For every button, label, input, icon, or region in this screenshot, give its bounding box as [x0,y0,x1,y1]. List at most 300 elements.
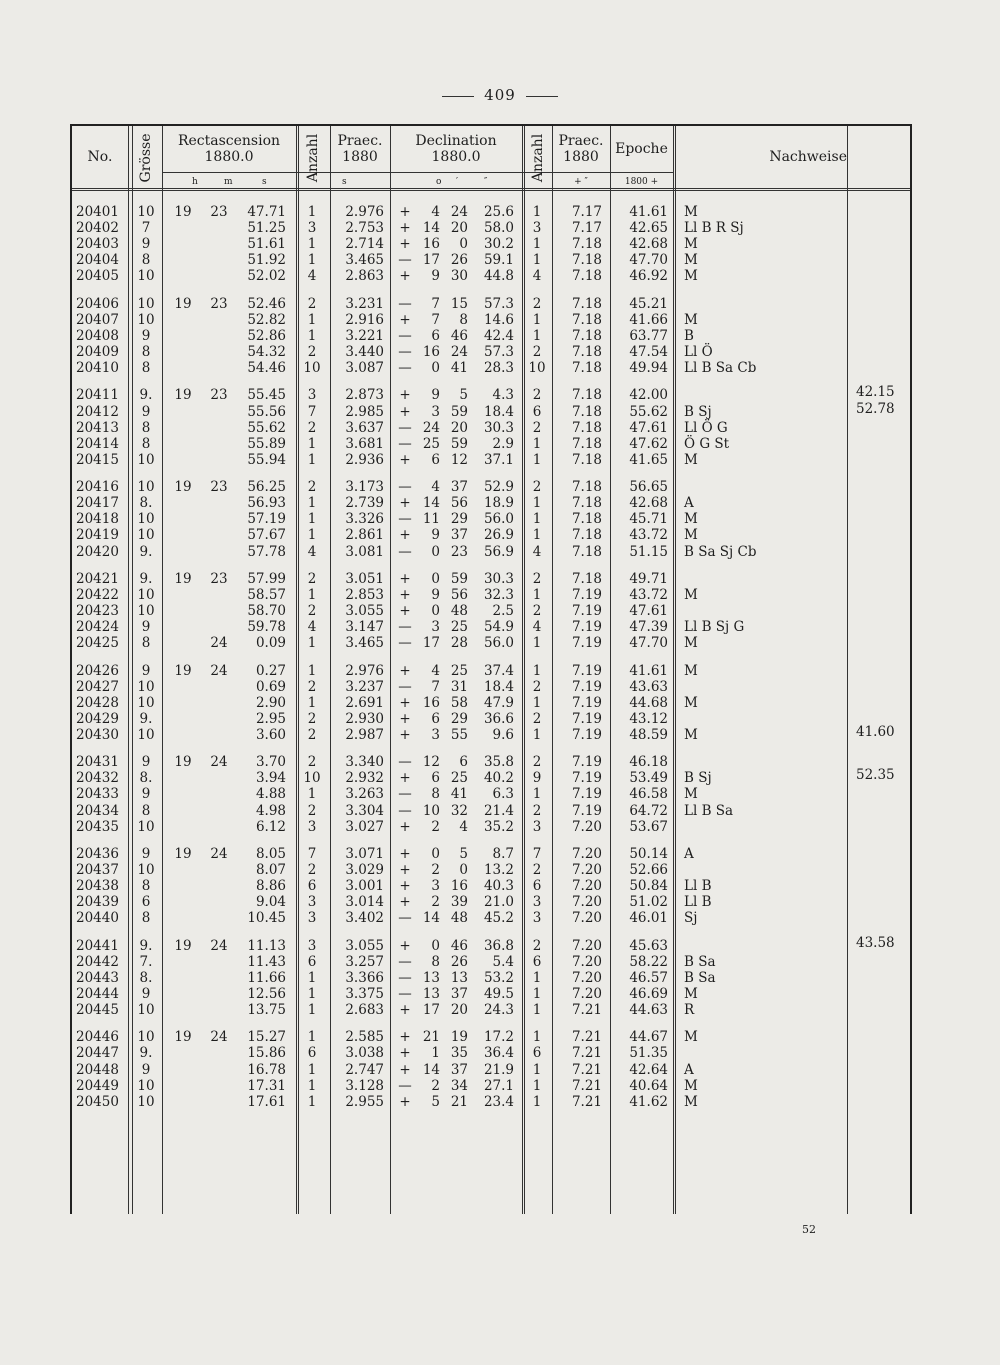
cell-anzahl: 2 [307,754,317,771]
cell-decl-min: 37 [450,985,468,1002]
cell-epoche: 45.63 [629,937,668,954]
cell-praec: 2.861 [345,527,384,544]
cell-anzahl: 1 [307,527,317,544]
cell-epoche: 49.71 [629,570,668,587]
cell-praec2: 7.17 [571,220,602,237]
cell-decl-sec: 21.9 [483,1061,514,1078]
cell-decl-deg: 25 [422,435,440,452]
cell-decl-deg: 17 [422,252,440,269]
cell-praec2: 7.18 [571,511,602,528]
table-row [72,910,914,926]
cell-groesse: 10 [137,295,155,312]
cell-decl-sign: + [399,311,411,328]
cell-groesse: 10 [137,511,155,528]
header-decl-min: ′ [456,177,459,187]
cell-anzahl-2: 2 [532,802,542,819]
cell-anzahl-2: 1 [532,786,542,803]
cell-decl-min: 21 [450,1093,468,1110]
cell-nachweise: Ll B Sa [684,802,734,819]
cell-praec: 2.932 [345,770,384,787]
cell-ra-s: 4.88 [255,786,286,803]
cell-decl-deg: 0 [431,360,440,377]
cell-praec: 3.237 [345,678,384,695]
cell-groesse: 8 [141,878,151,895]
cell-no: 20435 [76,818,119,835]
cell-ra-s: 3.70 [255,754,286,771]
cell-epoche: 42.00 [629,387,668,404]
cell-no: 20412 [76,403,119,420]
cell-anzahl: 1 [307,327,317,344]
cell-ra-s: 15.27 [247,1029,286,1046]
cell-no: 20450 [76,1093,119,1110]
header-decl-sec: ″ [484,177,488,187]
cell-decl-sign: + [399,1045,411,1062]
cell-groesse: 8. [139,495,153,512]
cell-decl-min: 30 [450,268,468,285]
table-row [72,603,914,619]
cell-ra-s: 10.45 [247,910,286,927]
cell-groesse: 10 [137,603,155,619]
cell-ra-s: 16.78 [247,1061,286,1078]
cell-decl-sec: 30.3 [483,570,514,587]
cell-nachweise: Ll B [684,878,712,895]
cell-decl-min: 56 [450,586,468,603]
cell-praec2: 7.18 [571,360,602,377]
cell-anzahl-2: 4 [532,619,542,636]
cell-epoche: 41.61 [629,662,668,679]
cell-epoche: 46.57 [629,969,668,986]
cell-ra-s: 52.86 [247,327,286,344]
cell-decl-deg: 4 [431,204,440,220]
page-number [0,86,1000,104]
table-row [72,268,914,284]
cell-decl-sign: + [399,1093,411,1110]
cell-decl-sign: + [399,570,411,587]
cell-decl-deg: 4 [431,479,440,496]
cell-anzahl: 1 [307,252,317,269]
cell-decl-deg: 11 [422,511,440,528]
table-row [72,1078,914,1094]
cell-groesse: 10 [137,204,155,220]
cell-decl-sec: 37.4 [483,662,514,679]
cell-decl-min: 25 [450,662,468,679]
cell-anzahl-2: 6 [532,878,542,895]
cell-anzahl: 6 [307,1045,317,1062]
cell-anzahl: 1 [307,694,317,711]
cell-ra-s: 2.90 [255,694,286,711]
cell-anzahl-2: 2 [532,603,542,619]
cell-decl-sec: 56.0 [483,511,514,528]
cell-epoche: 56.65 [629,479,668,496]
cell-decl-sign: — [398,344,412,360]
cell-anzahl: 1 [307,236,317,253]
cell-no: 20447 [76,1045,119,1062]
cell-anzahl: 1 [307,511,317,528]
cell-epoche: 47.62 [629,435,668,452]
cell-praec2: 7.18 [571,252,602,269]
cell-decl-sign: — [398,479,412,496]
cell-decl-sec: 42.4 [483,327,514,344]
cell-decl-sec: 36.8 [483,937,514,954]
cell-epoche: 58.22 [629,953,668,970]
cell-praec: 2.585 [345,1029,384,1046]
cell-anzahl-2: 2 [532,419,542,436]
cell-decl-sec: 28.3 [483,360,514,377]
cell-praec: 3.071 [345,845,384,862]
table-row [72,296,914,312]
cell-no: 20434 [76,802,119,819]
cell-ra-m: 24 [210,1029,228,1046]
cell-decl-min: 46 [450,327,468,344]
cell-groesse: 8. [139,969,153,986]
cell-praec2: 7.17 [571,204,602,220]
cell-ra-s: 47.71 [247,204,286,220]
cell-nachweise: Ll B Sa Cb [684,360,757,377]
cell-decl-sec: 4.3 [492,387,514,404]
cell-anzahl-2: 1 [532,327,542,344]
cell-decl-min: 37 [450,1061,468,1078]
cell-decl-sign: + [399,726,411,743]
cell-groesse: 8 [141,635,151,652]
cell-groesse: 7. [139,953,153,970]
cell-epoche: 53.49 [629,770,668,787]
cell-decl-min: 59 [450,403,468,420]
cell-decl-sec: 54.9 [483,619,514,636]
cell-anzahl-2: 1 [532,495,542,512]
cell-no: 20432 [76,770,119,787]
cell-decl-sign: — [398,678,412,695]
cell-nachweise: B Sa [684,969,716,986]
cell-praec2: 7.19 [571,786,602,803]
cell-decl-sec: 37.1 [483,451,514,468]
cell-praec2: 7.18 [571,495,602,512]
cell-ra-s: 51.61 [247,236,286,253]
cell-decl-min: 6 [459,754,468,771]
cell-decl-sec: 8.7 [492,845,514,862]
margin-note: 42.15 [856,384,895,401]
cell-epoche: 43.63 [629,678,668,695]
table-row [72,1045,914,1061]
cell-decl-sign: — [398,511,412,528]
cell-no: 20440 [76,910,119,927]
cell-nachweise: B Sj [684,770,712,787]
cell-praec2: 7.18 [571,419,602,436]
table-row [72,663,914,679]
header-praec-title: Praec. [337,133,383,149]
cell-praec: 2.985 [345,403,384,420]
table-row [72,954,914,970]
cell-ra-s: 56.25 [247,479,286,496]
cell-no: 20415 [76,451,119,468]
cell-no: 20425 [76,635,119,652]
cell-praec2: 7.20 [571,953,602,970]
cell-decl-min: 46 [450,937,468,954]
cell-anzahl-2: 1 [532,726,542,743]
cell-ra-m: 23 [210,570,228,587]
cell-praec2: 7.19 [571,678,602,695]
cell-no: 20404 [76,252,119,269]
cell-nachweise: R [684,1002,695,1018]
cell-decl-sec: 18.9 [483,495,514,512]
cell-epoche: 44.67 [629,1029,668,1046]
cell-decl-sign: + [399,710,411,727]
cell-decl-sign: + [399,603,411,619]
cell-anzahl-2: 1 [532,635,542,652]
cell-no: 20445 [76,1002,119,1018]
cell-decl-sign: — [398,360,412,377]
cell-decl-deg: 3 [431,878,440,895]
cell-praec: 2.714 [345,236,384,253]
cell-no: 20419 [76,527,119,544]
cell-no: 20401 [76,204,119,220]
cell-nachweise: M [684,451,698,468]
cell-decl-sec: 35.2 [483,818,514,835]
cell-praec: 3.257 [345,953,384,970]
table-row [72,711,914,727]
cell-decl-sec: 25.6 [483,204,514,220]
cell-epoche: 42.68 [629,495,668,512]
cell-decl-deg: 16 [422,694,440,711]
header-epoche-unit: 1800 + [624,177,659,187]
cell-praec: 3.029 [345,862,384,878]
cell-anzahl-2: 1 [532,1093,542,1110]
cell-ra-h: 19 [174,754,192,771]
cell-ra-h: 19 [174,204,192,220]
cell-nachweise: Ll B Sj G [684,619,745,636]
cell-epoche: 47.61 [629,603,668,619]
cell-epoche: 42.64 [629,1061,668,1078]
table-row [72,587,914,603]
cell-ra-h: 19 [174,479,192,496]
cell-decl-min: 24 [450,344,468,360]
cell-ra-s: 57.78 [247,543,286,560]
cell-no: 20426 [76,662,119,679]
cell-groesse: 8 [141,910,151,927]
cell-decl-min: 4 [459,818,468,835]
cell-anzahl-2: 4 [532,268,542,285]
cell-decl-sign: — [398,252,412,269]
cell-decl-sign: + [399,818,411,835]
cell-no: 20437 [76,862,119,878]
cell-anzahl-2: 2 [532,479,542,496]
cell-nachweise: Sj [684,910,698,927]
cell-groesse: 8 [141,435,151,452]
cell-epoche: 50.84 [629,878,668,895]
table-row [72,619,914,635]
cell-no: 20442 [76,953,119,970]
cell-anzahl-2: 2 [532,344,542,360]
cell-no: 20423 [76,603,119,619]
cell-praec2: 7.18 [571,543,602,560]
cell-decl-min: 55 [450,726,468,743]
cell-anzahl-2: 1 [532,1002,542,1018]
cell-anzahl-2: 1 [532,694,542,711]
cell-decl-min: 56 [450,495,468,512]
cell-epoche: 47.70 [629,635,668,652]
header-ra-s: s [262,177,267,187]
cell-no: 20436 [76,845,119,862]
table-row [72,679,914,695]
cell-decl-min: 19 [450,1029,468,1046]
cell-no: 20441 [76,937,119,954]
cell-anzahl-2: 2 [532,862,542,878]
table-row [72,387,914,403]
cell-decl-sec: 5.4 [492,953,514,970]
margin-note: 52.78 [856,400,895,417]
cell-decl-deg: 6 [431,770,440,787]
cell-anzahl: 3 [307,818,317,835]
cell-anzahl-2: 2 [532,937,542,954]
cell-praec: 3.081 [345,543,384,560]
cell-epoche: 40.64 [629,1077,668,1094]
cell-decl-sec: 40.3 [483,878,514,895]
cell-praec: 3.231 [345,295,384,312]
cell-praec: 3.681 [345,435,384,452]
cell-no: 20420 [76,543,119,560]
cell-anzahl-2: 2 [532,678,542,695]
cell-praec2: 7.18 [571,236,602,253]
cell-epoche: 48.59 [629,726,668,743]
cell-praec2: 7.21 [571,1077,602,1094]
cell-ra-s: 57.99 [247,570,286,587]
cell-no: 20424 [76,619,119,636]
cell-groesse: 9 [141,619,151,636]
cell-decl-sign: — [398,327,412,344]
cell-groesse: 10 [137,268,155,285]
cell-decl-min: 29 [450,511,468,528]
cell-decl-deg: 9 [431,527,440,544]
cell-praec2: 7.20 [571,910,602,927]
cell-praec2: 7.21 [571,1045,602,1062]
cell-decl-sign: + [399,862,411,878]
cell-anzahl: 2 [307,603,317,619]
cell-no: 20429 [76,710,119,727]
cell-anzahl-2: 1 [532,1061,542,1078]
cell-praec2: 7.18 [571,295,602,312]
cell-groesse: 10 [137,678,155,695]
table-row [72,544,914,560]
cell-decl-sec: 56.0 [483,635,514,652]
cell-decl-deg: 9 [431,268,440,285]
cell-anzahl: 1 [307,435,317,452]
cell-ra-s: 56.93 [247,495,286,512]
header-nachweise: Nachweise [769,149,847,165]
table-row [72,236,914,252]
cell-praec: 3.263 [345,786,384,803]
cell-nachweise: A [684,1061,694,1078]
cell-decl-min: 16 [450,878,468,895]
cell-epoche: 51.15 [629,543,668,560]
cell-epoche: 41.61 [629,204,668,220]
cell-ra-h: 19 [174,387,192,404]
table-row [72,204,914,220]
cell-ra-s: 17.31 [247,1077,286,1094]
cell-praec2: 7.19 [571,662,602,679]
table-row [72,571,914,587]
cell-nachweise: B Sa [684,953,716,970]
cell-decl-sec: 6.3 [492,786,514,803]
cell-nachweise: M [684,268,698,285]
table-row [72,420,914,436]
cell-decl-deg: 7 [431,295,440,312]
cell-decl-min: 28 [450,635,468,652]
cell-decl-sec: 40.2 [483,770,514,787]
cell-ra-m: 24 [210,754,228,771]
cell-praec2: 7.20 [571,845,602,862]
cell-epoche: 41.62 [629,1093,668,1110]
cell-praec2: 7.20 [571,862,602,878]
cell-nachweise: M [684,694,698,711]
cell-no: 20438 [76,878,119,895]
cell-anzahl-2: 2 [532,295,542,312]
table-row [72,328,914,344]
cell-praec: 2.863 [345,268,384,285]
cell-groesse: 8 [141,419,151,436]
header-ra-title: Rectascension [177,133,281,149]
cell-epoche: 46.92 [629,268,668,285]
cell-nachweise: M [684,985,698,1002]
cell-nachweise: B [684,327,694,344]
cell-anzahl: 1 [307,451,317,468]
catalogue-table [70,124,912,1214]
cell-decl-sec: 36.4 [483,1045,514,1062]
cell-decl-deg: 2 [431,894,440,911]
cell-anzahl: 1 [307,969,317,986]
cell-decl-deg: 6 [431,327,440,344]
cell-decl-sec: 26.9 [483,527,514,544]
table-row [72,1002,914,1018]
cell-decl-min: 23 [450,543,468,560]
cell-praec: 2.916 [345,311,384,328]
cell-anzahl: 2 [307,479,317,496]
cell-praec: 2.976 [345,662,384,679]
table-row [72,511,914,527]
cell-no: 20446 [76,1029,119,1046]
cell-no: 20418 [76,511,119,528]
cell-praec: 3.326 [345,511,384,528]
cell-decl-min: 26 [450,252,468,269]
cell-decl-deg: 8 [431,786,440,803]
cell-anzahl: 3 [307,387,317,404]
cell-anzahl-2: 1 [532,252,542,269]
cell-ra-h: 19 [174,662,192,679]
cell-anzahl-2: 1 [532,985,542,1002]
cell-ra-s: 55.89 [247,435,286,452]
cell-nachweise: M [684,311,698,328]
cell-decl-sec: 2.5 [492,603,514,619]
cell-nachweise: A [684,495,694,512]
table-row [72,770,914,786]
header-decl-epoch: 1880.0 [431,149,481,165]
cell-decl-deg: 6 [431,451,440,468]
cell-anzahl: 7 [307,845,317,862]
cell-epoche: 46.18 [629,754,668,771]
cell-ra-m: 23 [210,295,228,312]
cell-groesse: 10 [137,1077,155,1094]
cell-ra-s: 55.45 [247,387,286,404]
cell-decl-deg: 14 [422,1061,440,1078]
cell-epoche: 51.35 [629,1045,668,1062]
cell-praec: 3.366 [345,969,384,986]
cell-anzahl: 2 [307,678,317,695]
cell-decl-sign: + [399,451,411,468]
cell-decl-deg: 14 [422,495,440,512]
cell-decl-deg: 0 [431,845,440,862]
cell-groesse: 10 [137,311,155,328]
cell-nachweise: A [684,845,694,862]
cell-ra-s: 55.62 [247,419,286,436]
cell-anzahl: 1 [307,1061,317,1078]
